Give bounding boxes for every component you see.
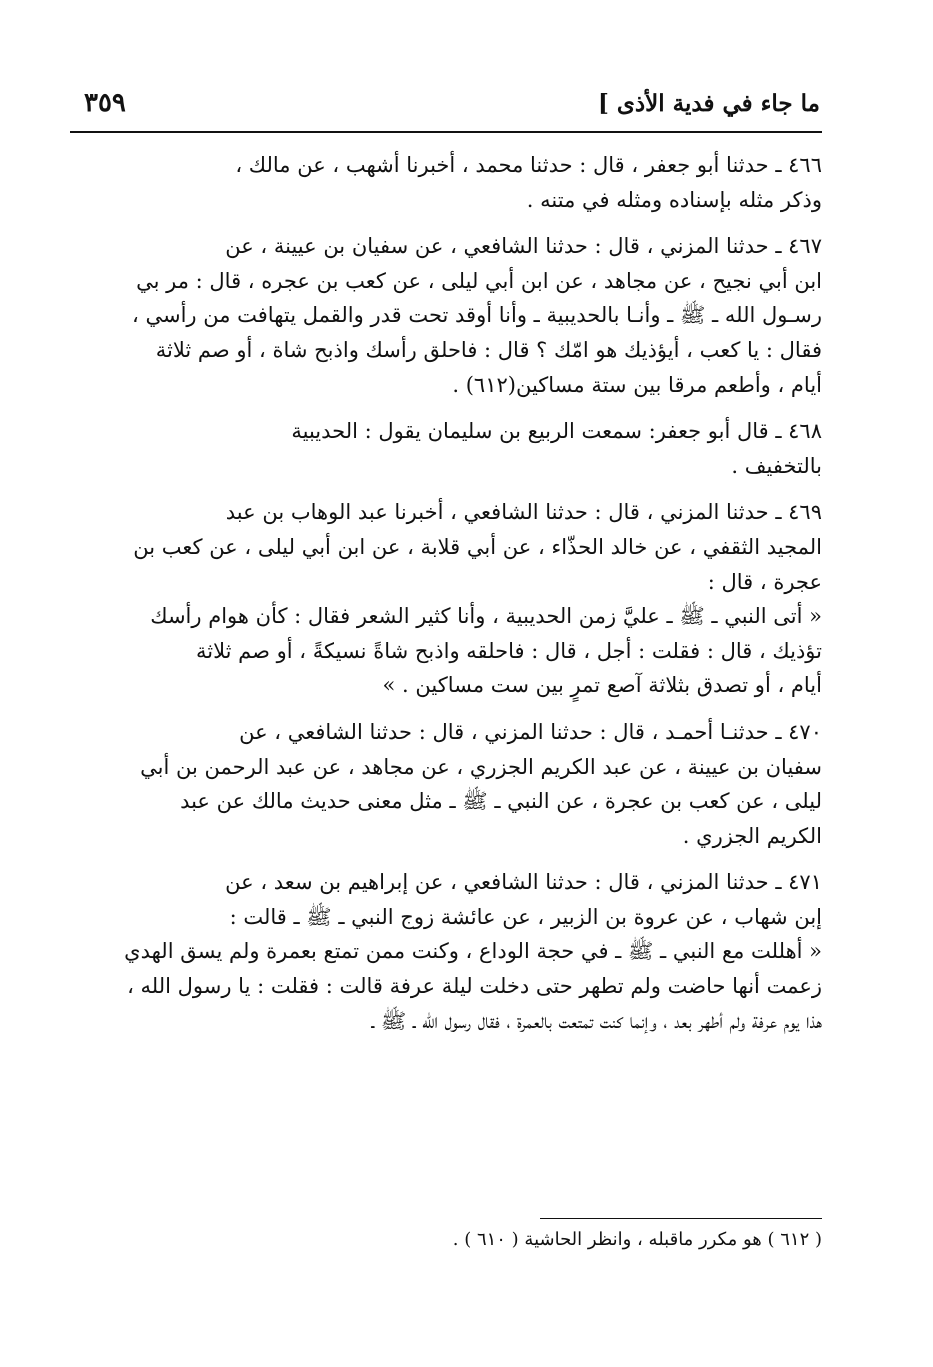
text-line: بالتخفيف .	[731, 453, 822, 478]
hadith-470	[70, 715, 822, 853]
text-line: عجرة ، قال :	[707, 569, 822, 594]
footnote-rule	[540, 1218, 822, 1219]
text-line: الكريم الجزري .	[682, 823, 822, 848]
hadith-468	[70, 414, 822, 483]
text-line: ليلى ، عن كعب بن عجرة ، عن النبي ـ ﷺ ـ مثل معنى حديث مالك عن عبد	[180, 789, 822, 814]
text-line: زعمت أنها حاضت ولم تطهر حتى دخلت ليلة عرفة قالت : فقلت : يا رسول الله ،	[127, 974, 822, 999]
text-line: تؤذيك ، قال : فقلت : أجل ، قال : فاحلقه واذبح شاةً نسيكةً ، أو صم ثلاثة	[196, 638, 822, 663]
text-line: هذا يوم عرفة ولم أطهر بعد ، وإنما كنت تمتعت بالعمرة ، فقال رسول الله ـ ﷺ ـ	[371, 1008, 822, 1033]
text-line: أيام ، أو تصدق بثلاثة آصع تمرٍ بين ست مساكين . »	[382, 673, 822, 698]
text-line: ٤٦٩ ـ حدثنا المزني ، قال : حدثنا الشافعي ، أخبرنا عبد الوهاب بن عبد	[225, 500, 822, 525]
text-line: رسـول الله ـ ﷺ ـ وأنـا بالحديبية ـ وأنا أوقد تحت قدر والقمل يتهافت من رأسي ،	[132, 303, 822, 328]
hadith-469	[70, 495, 822, 703]
header-rule	[70, 131, 822, 133]
text-line: وذكر مثله بإسناده ومثله في متنه .	[526, 187, 822, 212]
text-line: « أتى النبي ـ ﷺ ـ عليَّ زمن الحديبية ، وأنا كثير الشعر فقال : كأن هوام رأسك	[150, 604, 822, 629]
text-line: إبن شهاب ، عن عروة بن الزبير ، عن عائشة زوج النبي ـ ﷺ ـ قالت :	[229, 904, 822, 929]
page-header	[70, 86, 820, 130]
text-line: سفيان بن عيينة ، عن عبد الكريم الجزري ، عن مجاهد ، عن عبد الرحمن بن أبي	[140, 754, 822, 779]
body-text	[70, 148, 822, 1038]
text-line: أيام ، وأطعم مرقا بين ستة مساكين(٦١٢) .	[452, 372, 822, 397]
text-line: ٤٧١ ـ حدثنا المزني ، قال : حدثنا الشافعي ، عن إبراهيم بن سعد ، عن	[225, 870, 822, 895]
text-line: ٤٦٨ ـ قال أبو جعفر: سمعت الربيع بن سليمان يقول : الحديبية	[291, 419, 822, 444]
text-line: ٤٦٧ ـ حدثنا المزني ، قال : حدثنا الشافعي ، عن سفيان بن عيينة ، عن	[225, 234, 822, 259]
hadith-467	[70, 229, 822, 402]
text-line: المجيد الثقفي ، عن خالد الحذّاء ، عن أبي قلابة ، عن ابن أبي ليلى ، عن كعب بن	[133, 534, 822, 559]
hadith-466	[70, 148, 822, 217]
text-line: فقال : يا كعب ، أيؤذيك هو امّك ؟ قال : فاحلق رأسك واذبح شاة ، أو صم ثلاثة	[155, 337, 822, 362]
footnote: ( ٦١٢ ) هو مكرر ماقبله ، وانظر الحاشية ( ٦١٠ ) .	[452, 1229, 822, 1250]
text-line: ٤٦٦ ـ حدثنا أبو جعفر ، قال : حدثنا محمد ، أخبرنا أشهب ، عن مالك ،	[235, 153, 822, 177]
text-line: ٤٧٠ ـ حدثنـا أحمـد ، قال : حدثنا المزني ، قال : حدثنا الشافعي ، عن	[239, 719, 822, 744]
page-number: ٣٥٩	[84, 88, 126, 118]
text-line: ابن أبي نجيح ، عن مجاهد ، عن ابن أبي ليلى ، عن كعب بن عجره ، قال : مر بي	[136, 268, 822, 293]
text-line: « أهللت مع النبي ـ ﷺ ـ في حجة الوداع ، وكنت ممن تمتع بعمرة ولم يسق الهدي	[124, 939, 822, 964]
hadith-471	[70, 865, 822, 1038]
running-title: ما جاء في فدية الأذى ]	[597, 90, 820, 117]
